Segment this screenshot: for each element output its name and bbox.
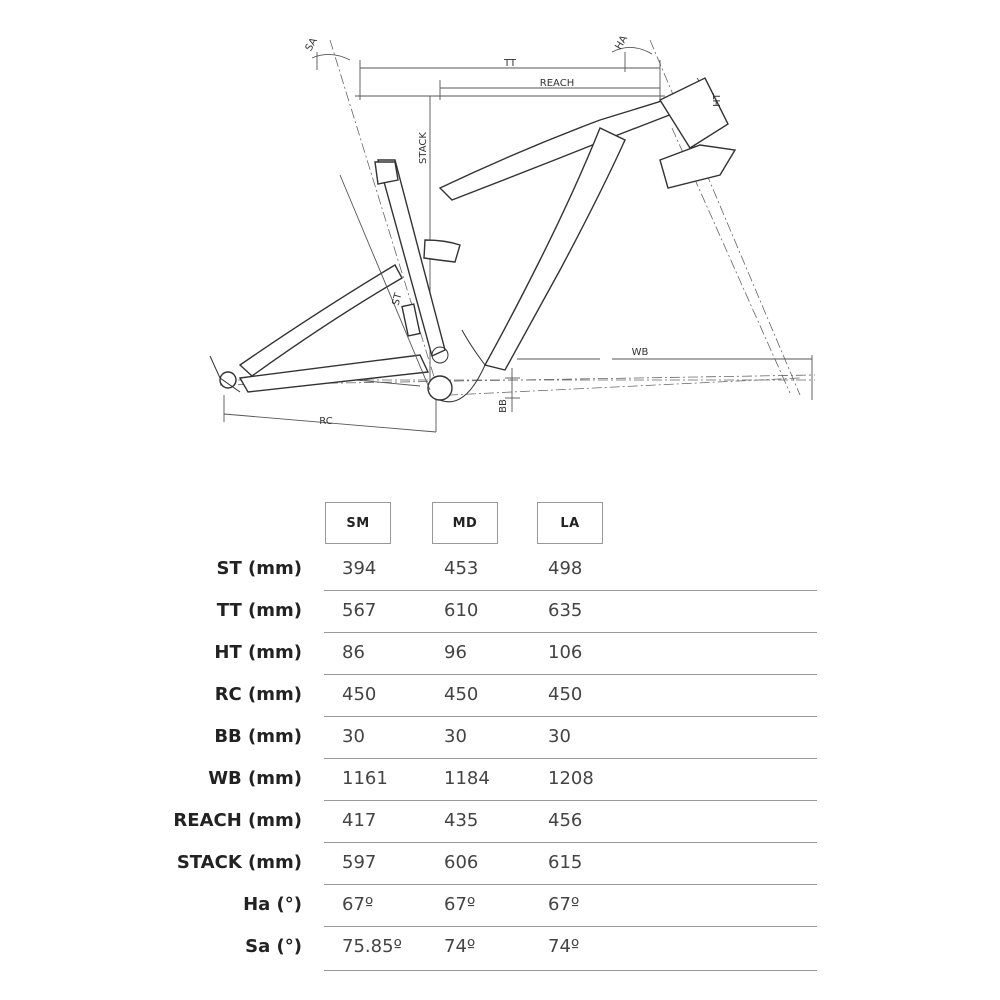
row-bb [0, 716, 1000, 758]
cell-md: 606 [444, 852, 479, 873]
row-label: STACK (mm) [176, 852, 302, 873]
stack-label: STACK [418, 132, 429, 164]
row-label: RC (mm) [214, 684, 302, 705]
cell-la: 498 [548, 558, 583, 579]
row-tt [0, 590, 1000, 632]
cell-md: 1184 [444, 768, 490, 789]
cell-la: 67º [548, 894, 580, 915]
row-label: BB (mm) [214, 726, 302, 747]
size-header-la: LA [537, 502, 603, 544]
row-wb [0, 758, 1000, 800]
size-header-sm: SM [325, 502, 391, 544]
cell-md: 74º [444, 936, 476, 957]
cell-la: 30 [548, 726, 571, 747]
cell-la: 106 [548, 642, 583, 663]
row-stack [0, 842, 1000, 884]
size-header-md: MD [432, 502, 498, 544]
row-label: HT (mm) [214, 642, 302, 663]
cell-md: 67º [444, 894, 476, 915]
row-divider [324, 970, 817, 971]
cell-sm: 75.85º [342, 936, 403, 957]
cell-la: 635 [548, 600, 583, 621]
bike-frame [210, 78, 735, 402]
cell-la: 74º [548, 936, 580, 957]
rc-label: RC [319, 416, 333, 427]
row-label: WB (mm) [208, 768, 302, 789]
row-label: Ha (°) [243, 894, 302, 915]
row-label: REACH (mm) [173, 810, 302, 831]
cell-md: 450 [444, 684, 479, 705]
cell-sm: 86 [342, 642, 365, 663]
row-label: TT (mm) [216, 600, 302, 621]
cell-sm: 394 [342, 558, 377, 579]
row-sa [0, 926, 1000, 968]
cell-md: 96 [444, 642, 467, 663]
row-st [0, 548, 1000, 590]
cell-md: 435 [444, 810, 479, 831]
cell-sm: 597 [342, 852, 377, 873]
cell-md: 610 [444, 600, 479, 621]
bb-label: BB [498, 399, 509, 413]
reach-label: REACH [539, 78, 575, 89]
wb-label: WB [631, 347, 649, 358]
cell-la: 450 [548, 684, 583, 705]
cell-sm: 67º [342, 894, 374, 915]
cell-md: 30 [444, 726, 467, 747]
cell-md: 453 [444, 558, 479, 579]
cell-sm: 417 [342, 810, 377, 831]
row-reach [0, 800, 1000, 842]
sa-label: SA [303, 36, 320, 54]
cell-sm: 1161 [342, 768, 388, 789]
cell-sm: 450 [342, 684, 377, 705]
ha-label: HA [613, 33, 631, 52]
frame-geometry-diagram [0, 0, 1000, 460]
row-label: ST (mm) [216, 558, 302, 579]
row-rc [0, 674, 1000, 716]
cell-la: 456 [548, 810, 583, 831]
st-label: ST [390, 291, 405, 307]
row-label: Sa (°) [245, 936, 302, 957]
cell-sm: 567 [342, 600, 377, 621]
row-ht [0, 632, 1000, 674]
row-ha [0, 884, 1000, 926]
cell-sm: 30 [342, 726, 365, 747]
tt-label: TT [503, 58, 517, 69]
cell-la: 1208 [548, 768, 594, 789]
cell-la: 615 [548, 852, 583, 873]
ht-label: HT [712, 93, 723, 107]
